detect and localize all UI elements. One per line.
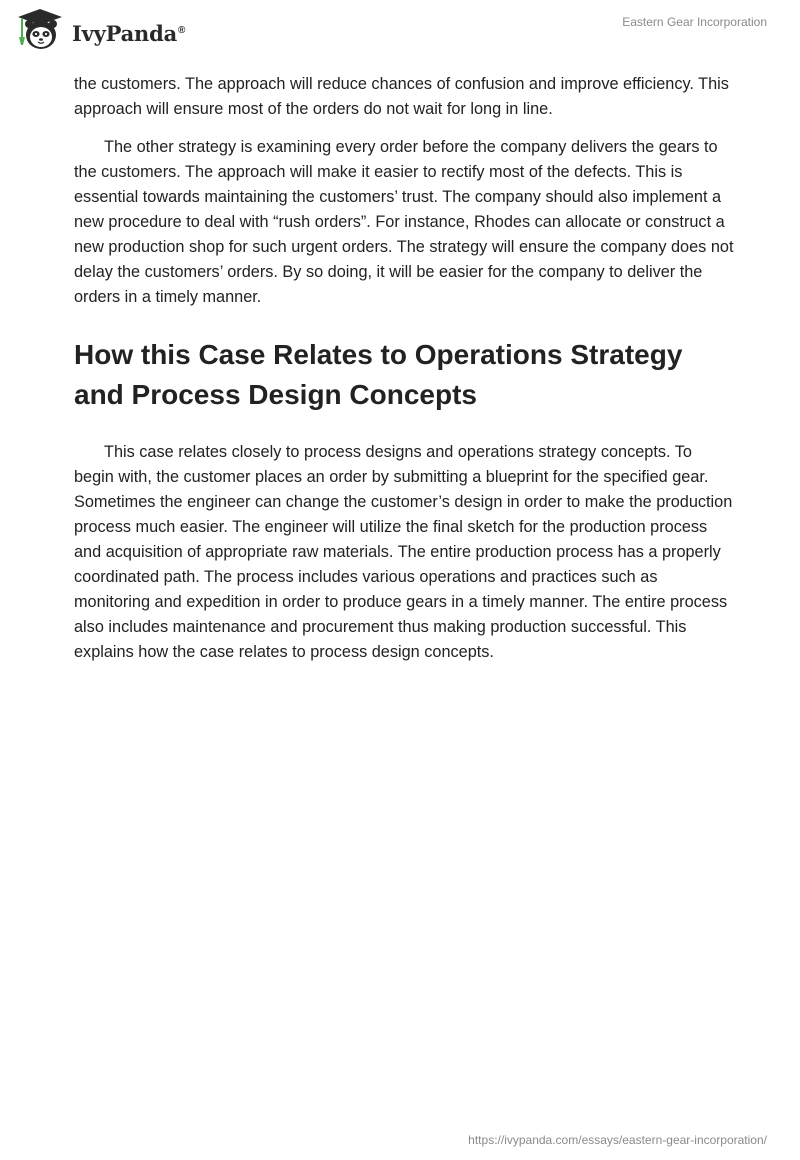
page-header: [0, 0, 800, 64]
section-heading: How this Case Relates to Operations Strategy and Process Design Concepts: [74, 339, 683, 410]
document-title: Eastern Gear Incorporation: [622, 15, 767, 29]
footer-source-url[interactable]: https://ivypanda.com/essays/eastern-gear-incorporation/: [468, 1133, 767, 1147]
paragraph-process-design: This case relates closely to process designs and operations strategy concepts. To begin with, the customer places an order by submitting a blueprint for the specified gear. Sometimes the engineer can change the customer’s design in order to make the production process much easier. The engineer will utilize the final sketch for the production process and acquisition of appropriate raw materials. The entire production process has a properly coordinated path. The process includes various operations and practices such as monitoring and expedition in order to produce gears in a timely manner. The entire process also includes maintenance and procurement thus making production successful. This explains how the case relates to process design concepts.: [74, 443, 733, 661]
essay-body: [74, 72, 734, 665]
ivypanda-logo[interactable]: [14, 7, 185, 53]
paragraph-continuation: the customers. The approach will reduce chances of confusion and improve efficiency. This approach will ensure most of the orders do not wait for long in line.: [74, 75, 729, 118]
paragraph-strategy: The other strategy is examining every order before the company delivers the gears to the customers. The approach will make it easier to rectify most of the defects. This is essential towards maintaining the customers’ trust. The company should also implement a new procedure to deal with “rush orders”. For instance, Rhodes can allocate or construct a new production shop for such urgent orders. The strategy will ensure the company does not delay the customers’ orders. By so doing, it will be easier for the company to deliver the orders in a timely manner.: [74, 138, 734, 306]
panda-graduation-cap-logo-icon: [14, 7, 66, 53]
brand-name: IvyPanda®: [72, 20, 186, 46]
registered-mark: ®: [178, 24, 186, 36]
